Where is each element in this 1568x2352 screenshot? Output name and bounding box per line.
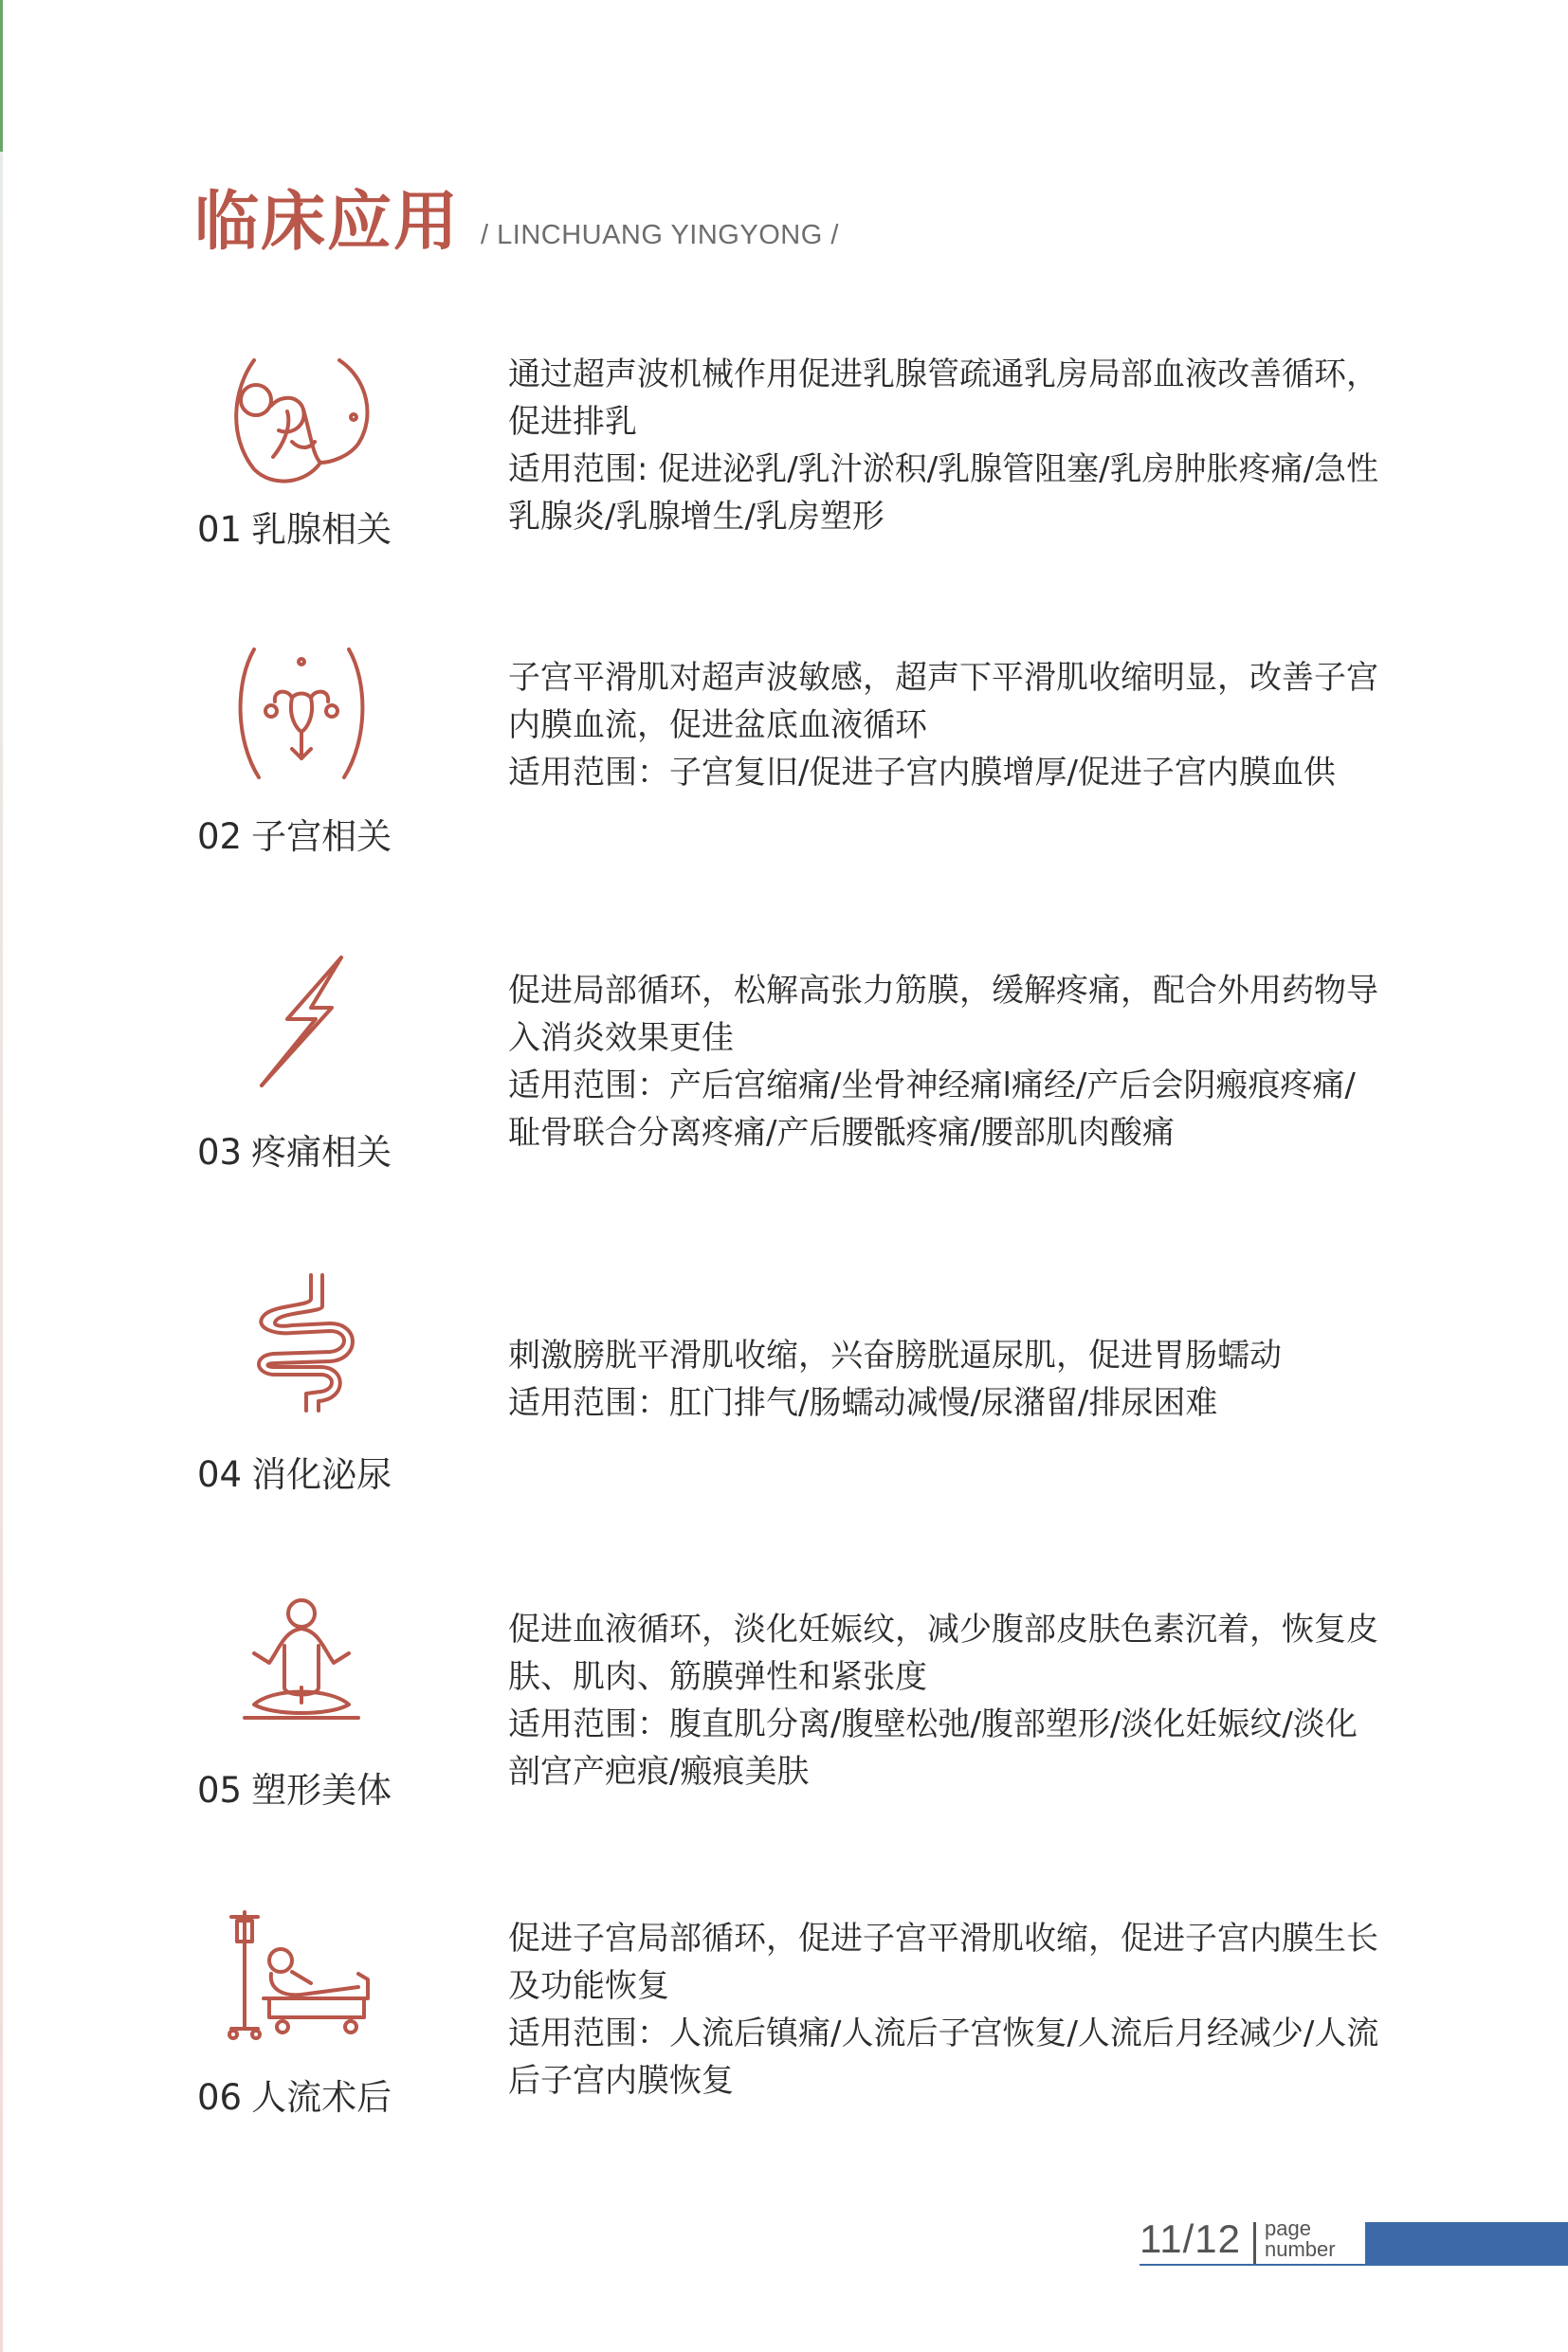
category-name: 子宫相关 [251, 816, 392, 857]
category-number: 01 [197, 509, 243, 550]
page-caption-line-2: number [1265, 2237, 1336, 2261]
footer-underline [1140, 2264, 1365, 2266]
page-number: 11/12 [1140, 2216, 1241, 2261]
section-description [508, 1606, 1380, 1796]
category-name: 疼痛相关 [251, 1132, 392, 1173]
effect-text: 促进血液循环，淡化妊娠纹，减少腹部皮肤色素沉着，恢复皮肤、肌肉、筋膜弹性和紧张度 [508, 1611, 1378, 1696]
left-edge-line [0, 0, 3, 2352]
scope-text: 适用范围：人流后镇痛/人流后子宫恢复/人流后月经减少/人流后子宫内膜恢复 [508, 2015, 1379, 2100]
scope-text: 适用范围：子宫复旧/促进子宫内膜增厚/促进子宫内膜血供 [508, 754, 1336, 792]
effect-text: 子宫平滑肌对超声波敏感，超声下平滑肌收缩明显，改善子宫内膜血流，促进盆底血液循环 [508, 659, 1378, 744]
footer-blue-bar [1365, 2222, 1568, 2266]
category-name: 消化泌尿 [251, 1454, 392, 1495]
page-caption-line-1: page [1265, 2216, 1311, 2240]
scope-text: 适用范围: 促进泌乳/乳汁淤积/乳腺管阻塞/乳房肿胀疼痛/急性乳腺炎/乳腺增生/乳房塑形 [508, 450, 1379, 536]
uterus-icon [216, 645, 387, 787]
category-name: 乳腺相关 [251, 509, 392, 550]
category-name: 塑形美体 [251, 1770, 392, 1811]
page-header [194, 171, 839, 263]
section-description [508, 351, 1380, 540]
scope-text: 适用范围：腹直肌分离/腹壁松弛/腹部塑形/淡化妊娠纹/淡化剖宫产疤痕/瘢痕美肤 [508, 1705, 1358, 1791]
page-subtitle: / LINCHUANG YINGYONG / [481, 220, 839, 250]
category-label [197, 808, 392, 859]
page-title: 临床应用 [194, 184, 461, 260]
page-number-caption [1265, 2218, 1336, 2260]
category-label [197, 1446, 392, 1497]
scope-text: 适用范围：肛门排气/肠蠕动减慢/尿潴留/排尿困难 [508, 1384, 1218, 1422]
breastfeeding-icon [216, 351, 387, 493]
section-description [508, 654, 1380, 796]
effect-text: 通过超声波机械作用促进乳腺管疏通乳房局部血液改善循环，促进排乳 [508, 356, 1378, 441]
effect-text: 刺激膀胱平滑肌收缩，兴奋膀胱逼尿肌，促进胃肠蠕动 [508, 1337, 1282, 1375]
category-label [197, 2069, 392, 2120]
effect-text: 促进子宫局部循环，促进子宫平滑肌收缩，促进子宫内膜生长及功能恢复 [508, 1920, 1378, 2005]
lightning-icon [216, 953, 387, 1095]
category-label [197, 1123, 392, 1175]
effect-text: 促进局部循环，松解高张力筋膜，缓解疼痛，配合外用药物导入消炎效果更佳 [508, 972, 1378, 1057]
category-label [197, 501, 392, 552]
category-name: 人流术后 [251, 2077, 392, 2118]
category-number: 03 [197, 1132, 243, 1173]
yoga-icon [216, 1593, 387, 1735]
category-number: 04 [197, 1454, 243, 1495]
category-number: 02 [197, 816, 243, 857]
hospital-bed-icon [216, 1907, 387, 2050]
scope-text: 适用范围：产后宫缩痛/坐骨神经痛l痛经/产后会阴瘢痕疼痛/耻骨联合分离疼痛/产后腰骶疼痛/腰部肌肉酸痛 [508, 1067, 1356, 1152]
page-number-divider [1253, 2222, 1256, 2264]
category-number: 05 [197, 1770, 243, 1811]
section-description [508, 967, 1380, 1157]
section-description [508, 1915, 1380, 2105]
category-label [197, 1761, 392, 1813]
intestine-icon [216, 1270, 387, 1413]
category-number: 06 [197, 2077, 243, 2118]
section-description [508, 1332, 1380, 1427]
